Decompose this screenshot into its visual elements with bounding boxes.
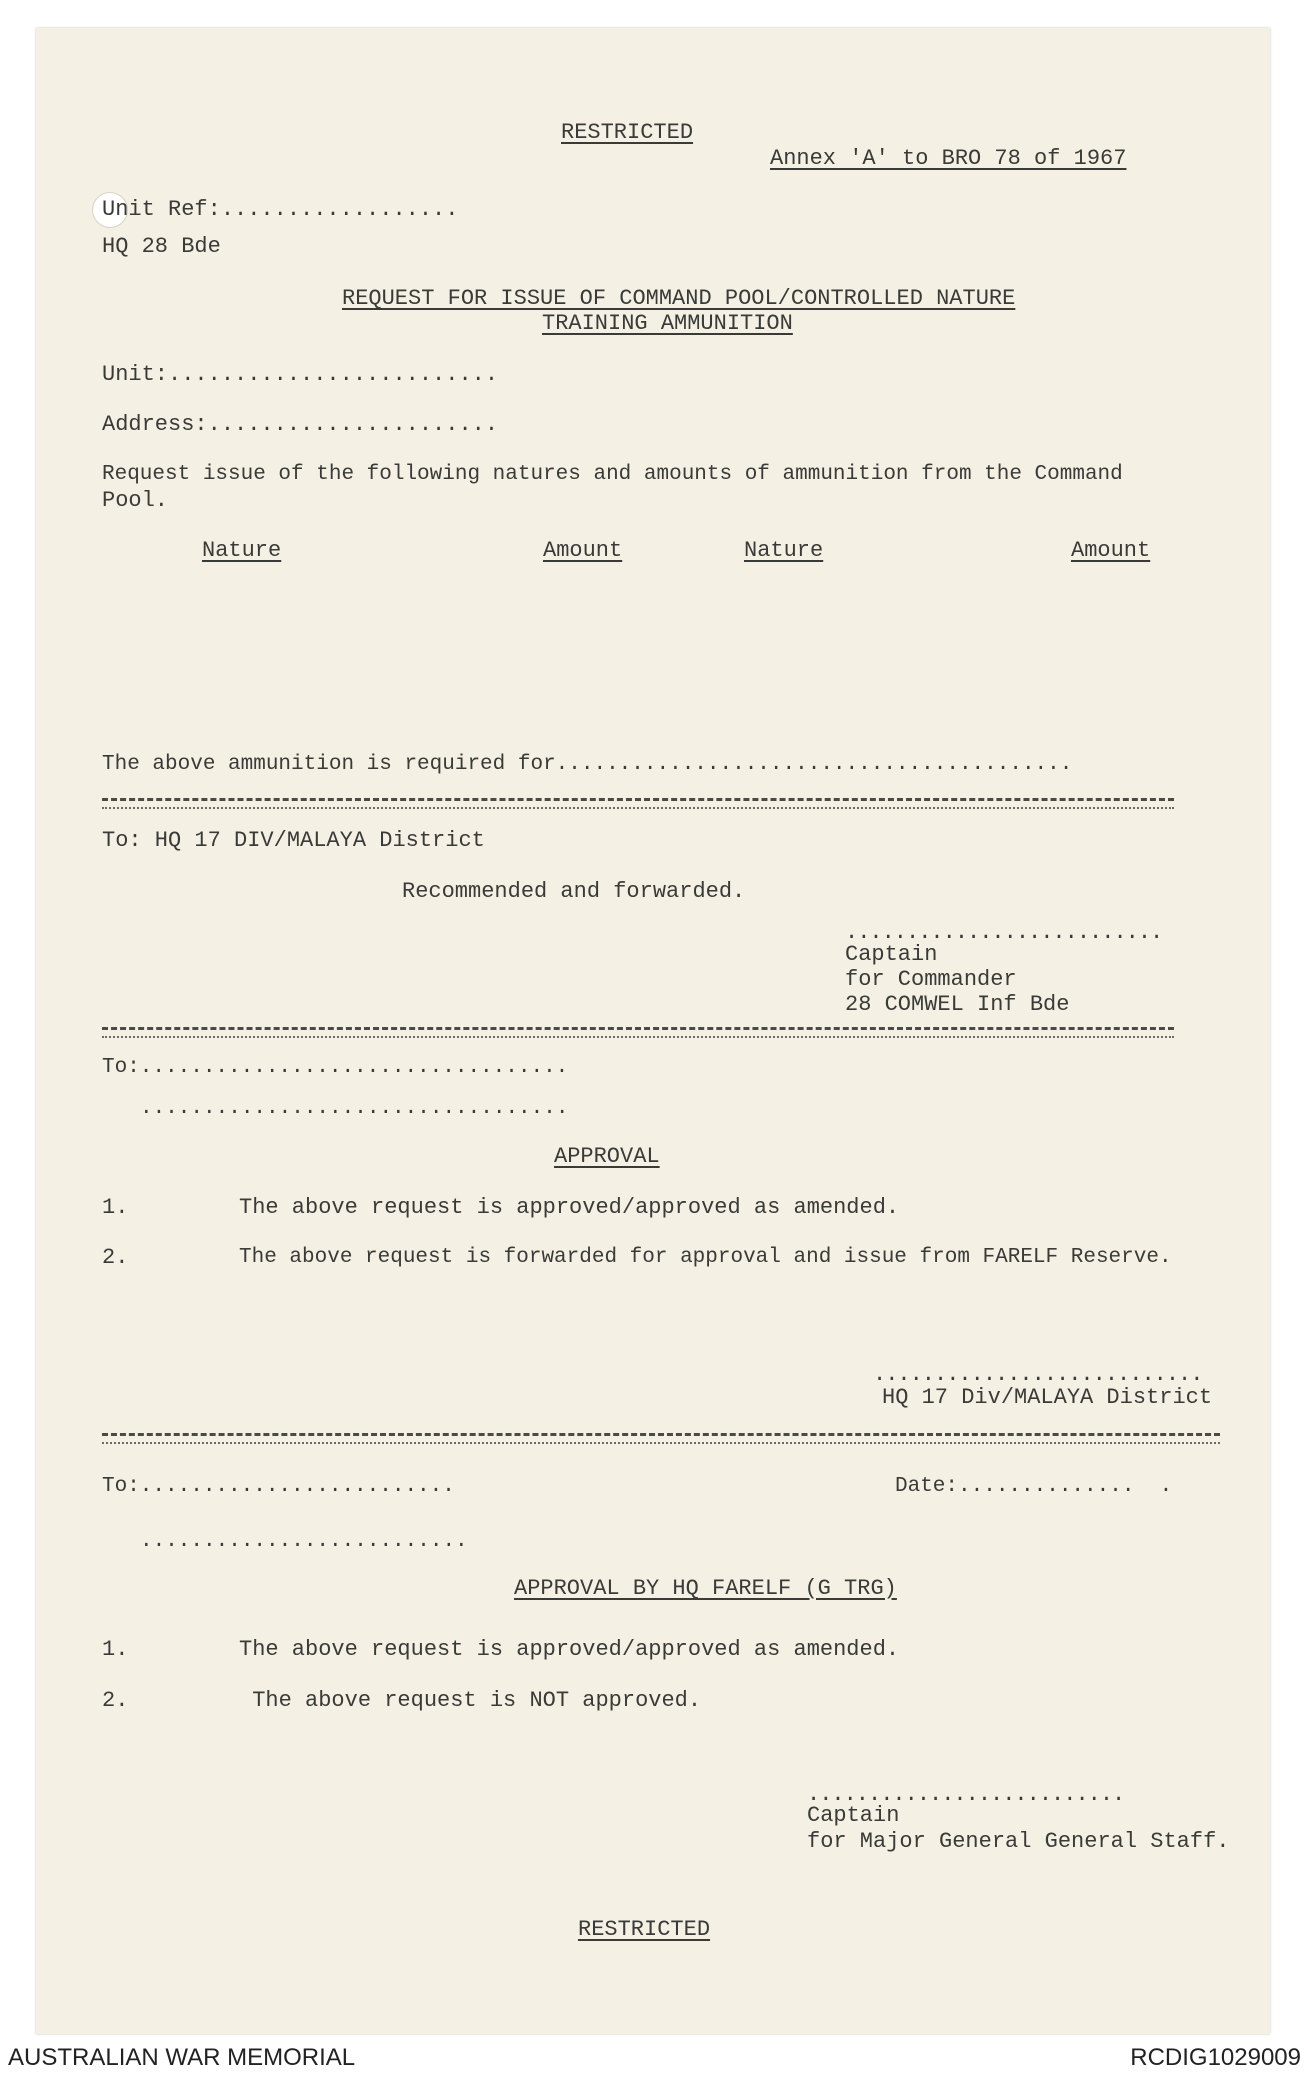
approval-heading: APPROVAL [554,1144,660,1169]
divider-1 [102,798,1174,809]
unit-field: Unit:......................... [102,362,499,387]
approval-item-2-text: The above request is forwarded for approval and issue from FARELF Reserve. [239,1246,1172,1269]
farelf-item-1-text: The above request is approved/approved as amended. [239,1637,900,1662]
hq-from: HQ 28 Bde [102,234,221,259]
signature-title-2: for Commander [845,967,1017,992]
date-field: Date:.............. . [895,1475,1173,1498]
farelf-approval-heading: APPROVAL BY HQ FARELF (G TRG) [514,1576,897,1601]
to-field-2: To:.................................. [102,1056,569,1079]
column-header-nature-1: Nature [202,538,282,563]
unit-ref-field: Unit Ref:.................. [102,197,459,222]
form-title-line1: REQUEST FOR ISSUE OF COMMAND POOL/CONTROLLED NATURE [342,286,1016,311]
form-title-line2: TRAINING AMMUNITION [542,311,793,336]
signature-title-3: 28 COMWEL Inf Bde [845,992,1070,1017]
to-dots-3: .......................... [140,1530,468,1553]
signature-major-general: for Major General General Staff. [807,1829,1230,1854]
column-header-amount-1: Amount [543,538,623,563]
divider-2 [102,1027,1174,1038]
farelf-item-2-text: The above request is NOT approved. [239,1688,702,1713]
farelf-item-2-number: 2. [102,1688,129,1713]
approval-item-1-number: 1. [102,1195,129,1220]
request-line-1: Request issue of the following natures and amounts of ammunition from the Command [102,463,1123,486]
signature-title-1: Captain [845,942,938,967]
recommended-forwarded: Recommended and forwarded. [402,879,746,904]
approval-item-1-text: The above request is approved/approved as amended. [239,1195,900,1220]
approval-item-2-number: 2. [102,1245,129,1270]
signature-captain-3: Captain [807,1803,900,1828]
signature-dots-2: ........................... [873,1362,1203,1387]
address-field: Address:...................... [102,412,499,437]
signature-dots-1: .......................... [845,920,1163,945]
signature-dots-3: .......................... [807,1782,1125,1807]
signature-hq-17-div: HQ 17 Div/MALAYA District [882,1385,1213,1410]
classification-bottom: RESTRICTED [578,1917,711,1942]
to-hq-17-div: To: HQ 17 DIV/MALAYA District [102,828,485,853]
column-header-amount-2: Amount [1071,538,1151,563]
footer-institution: AUSTRALIAN WAR MEMORIAL [8,2044,356,2071]
classification-top: RESTRICTED [561,120,694,145]
required-for-field: The above ammunition is required for......................................... [102,753,1073,776]
to-field-3: To:......................... [102,1475,455,1498]
annex-reference: Annex 'A' to BRO 78 of 1967 [770,146,1127,171]
farelf-item-1-number: 1. [102,1637,129,1662]
column-header-nature-2: Nature [744,538,824,563]
request-line-2: Pool. [102,488,169,513]
footer-catalogue-id: RCDIG1029009 [1130,2044,1301,2071]
divider-3 [102,1433,1220,1444]
to-dots-2: .................................. [140,1097,569,1120]
